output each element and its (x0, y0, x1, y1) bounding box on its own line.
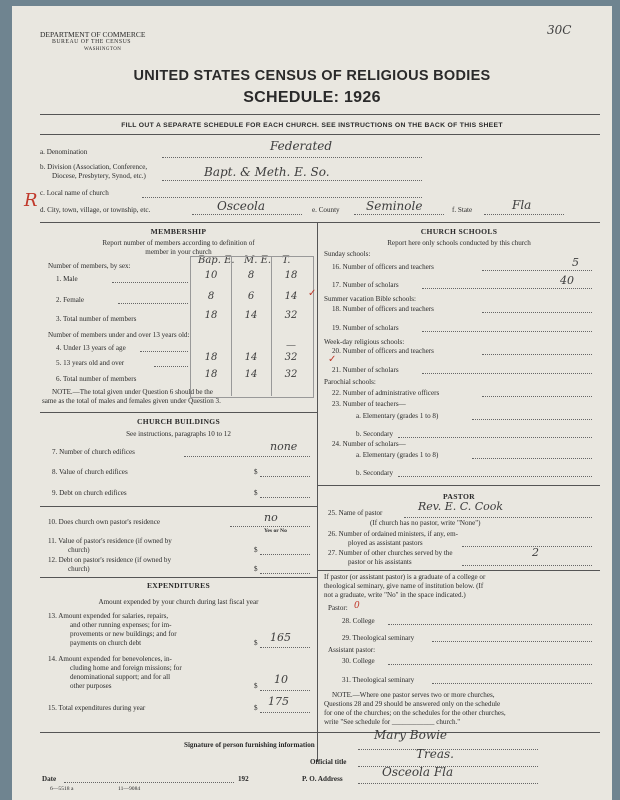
q14-value[interactable]: 10 (274, 673, 288, 686)
local-name-label: c. Local name of church (40, 189, 109, 197)
grad-text-2: theological seminary, give name of institution below. (If (324, 582, 484, 590)
row-female-label: 2. Female (56, 296, 84, 304)
division-label-2: Diocese, Presbytery, Synod, etc.) (52, 172, 146, 180)
state-value[interactable]: Fla (512, 198, 532, 212)
total2-me[interactable]: 14 (244, 369, 258, 380)
q23-secondary: b. Secondary (356, 430, 394, 438)
q15-value[interactable]: 175 (268, 695, 289, 708)
total2-bap[interactable]: 18 (204, 369, 218, 380)
q23-elementary: a. Elementary (grades 1 to 8) (356, 412, 439, 420)
age-label: Number of members under and over 13 years old: (48, 331, 190, 339)
grad-text-1: If pastor (or assistant pastor) is a graduate of a college or (324, 573, 486, 581)
q22-label: 22. Number of administrative officers (332, 389, 440, 397)
q24-elementary: a. Elementary (grades 1 to 8) (356, 451, 439, 459)
q25-value[interactable]: Rev. E. C. Cook (418, 500, 504, 513)
membership-intro-1: Report number of members according to definition of (102, 239, 255, 247)
total-bap[interactable]: 18 (204, 310, 218, 321)
q13-line-1: 13. Amount expended for salaries, repairs, (48, 612, 169, 620)
over13-me[interactable]: 14 (244, 352, 258, 363)
male-bap[interactable]: 10 (204, 270, 218, 281)
sunday-label: Sunday schools: (324, 250, 371, 258)
q13-line-3: provements or new buildings; and for (70, 630, 177, 638)
q12-label-2: church) (68, 565, 90, 573)
division-label-1: b. Division (Association, Conference, (40, 163, 148, 171)
q8-dollar: $ (254, 468, 258, 476)
q27-label-2: pastor or his assistants (348, 558, 412, 566)
form-instruction: FILL OUT A SEPARATE SCHEDULE FOR EACH CHURCH. SEE INSTRUCTIONS ON THE BACK OF THIS SHEET (121, 122, 503, 129)
row-male-label: 1. Male (56, 275, 78, 283)
denomination-label: a. Denomination (40, 148, 88, 156)
q15-dollar: $ (254, 704, 258, 712)
pastor-note-3: for one of the churches; on the schedules for the other churches, (324, 709, 506, 717)
q11-label-2: church) (68, 546, 90, 554)
q7-label: 7. Number of church edifices (52, 448, 135, 456)
q16-value[interactable]: 5 (572, 256, 579, 269)
row-total2-label: 6. Total number of members (56, 375, 137, 383)
state-label: f. State (452, 206, 473, 214)
row-under13-label: 4. Under 13 years of age (56, 344, 126, 352)
q13-line-2: and other running expenses; for im- (70, 621, 172, 629)
q9-label: 9. Debt on church edifices (52, 489, 127, 497)
assistant-label: Assistant pastor: (328, 646, 376, 654)
pastor-note-4: write "See schedule for ____________ church." (324, 718, 461, 726)
q12-dollar: $ (254, 565, 258, 573)
parochial-label: Parochial schools: (324, 378, 376, 386)
female-me[interactable]: 6 (247, 291, 255, 302)
q12-label-1: 12. Debt on pastor's residence (if owned by (48, 556, 172, 564)
male-total[interactable]: 18 (284, 270, 298, 281)
by-sex-label: Number of members, by sex: (48, 262, 131, 270)
expenditures-sub: Amount expended by your church during last fiscal year (98, 598, 259, 606)
schools-sub: Report here only schools conducted by this church (387, 239, 531, 247)
col-head-t: T. (282, 255, 291, 266)
q29-label: 29. Theological seminary (342, 634, 415, 642)
q18-label: 18. Number of officers and teachers (332, 305, 434, 313)
q26-label-1: 26. Number of ordained ministers, if any, em- (328, 530, 458, 538)
total-me[interactable]: 14 (244, 310, 258, 321)
official-title-label: Official title (310, 758, 347, 766)
yes-no-hint: Yes or No (264, 528, 287, 534)
col-head-bap: Bap. E. (198, 255, 235, 266)
division-value[interactable]: Bapt. & Meth. E. So. (204, 165, 330, 179)
q23-label: 23. Number of teachers— (332, 400, 406, 408)
q14-line-1: 14. Amount expended for benevolences, in- (48, 655, 172, 663)
date-year: 192 (238, 775, 249, 783)
red-r-mark: R (24, 190, 38, 211)
row-13over-label: 5. 13 years old and over (56, 359, 125, 367)
q11-label-1: 11. Value of pastor's residence (if owned by (48, 537, 172, 545)
weekday-label: Week-day religious schools: (324, 338, 405, 346)
q28-label: 28. College (342, 617, 375, 625)
signature-value[interactable]: Mary Bowie (374, 728, 448, 742)
denomination-value[interactable]: Federated (270, 139, 333, 153)
city-value[interactable]: Osceola (217, 199, 266, 213)
buildings-sub: See instructions, paragraphs 10 to 12 (126, 430, 231, 438)
male-me[interactable]: 8 (247, 270, 255, 281)
col-head-me: M. E. (244, 255, 272, 266)
red-check-mark-2: ✓ (328, 354, 337, 365)
q8-label: 8. Value of church edifices (52, 468, 128, 476)
q17-value[interactable]: 40 (560, 274, 574, 287)
q13-dollar: $ (254, 639, 258, 647)
row-total-label: 3. Total number of members (56, 315, 137, 323)
q25-label: 25. Name of pastor (328, 509, 383, 517)
q16-label: 16. Number of officers and teachers (332, 263, 434, 271)
form-title: UNITED STATES CENSUS OF RELIGIOUS BODIES (133, 68, 491, 84)
q24-secondary: b. Secondary (356, 469, 394, 477)
q30-label: 30. College (342, 657, 375, 665)
q13-value[interactable]: 165 (270, 631, 291, 644)
po-address-label: P. O. Address (302, 775, 343, 783)
q27-value[interactable]: 2 (532, 546, 539, 559)
q19-label: 19. Number of scholars (332, 324, 399, 332)
bureau-name: BUREAU OF THE CENSUS (52, 39, 131, 45)
q25-note: (If church has no pastor, write "None") (370, 519, 481, 527)
form-number: 6—5518 a (50, 786, 74, 792)
pastor-heading: PASTOR (443, 492, 475, 501)
q24-label: 24. Number of scholars— (332, 440, 406, 448)
q15-label: 15. Total expenditures during year (48, 704, 146, 712)
q31-label: 31. Theological seminary (342, 676, 415, 684)
city-label: d. City, town, village, or township, etc. (40, 206, 151, 214)
q10-value[interactable]: no (264, 511, 278, 524)
census-schedule-sheet (12, 6, 612, 800)
q13-line-4: payments on church debt (70, 639, 142, 647)
summer-label: Summer vacation Bible schools: (324, 295, 417, 303)
total2-t[interactable]: 32 (284, 369, 298, 380)
pastor-label: Pastor: (328, 604, 348, 612)
bureau-city: WASHINGTON (84, 47, 122, 52)
q11-dollar: $ (254, 546, 258, 554)
po-address-value[interactable]: Osceola Fla (382, 765, 454, 779)
expenditures-heading: EXPENDITURES (146, 581, 211, 590)
q14-dollar: $ (254, 682, 258, 690)
q27-label-1: 27. Number of other churches served by the (328, 549, 453, 557)
county-value[interactable]: Seminole (366, 199, 423, 213)
signature-label: Signature of person furnishing information (184, 741, 315, 749)
official-title-value[interactable]: Treas. (416, 747, 454, 761)
grad-text-3: not a graduate, write "No" in the space indicated.) (324, 591, 466, 599)
under13-dash: — (286, 340, 296, 350)
q10-label: 10. Does church own pastor's residence (48, 518, 160, 526)
female-bap[interactable]: 8 (207, 291, 215, 302)
total-t[interactable]: 32 (284, 310, 298, 321)
over13-total[interactable]: 32 (284, 352, 298, 363)
pastor-note-1: NOTE.—Where one pastor serves two or more churches, (332, 691, 495, 699)
q7-value[interactable]: none (270, 440, 298, 453)
county-label: e. County (312, 206, 340, 214)
membership-intro-2: member in your church (145, 248, 212, 256)
q20-label: 20. Number of officers and teachers (332, 347, 434, 355)
q14-line-2: cluding home and foreign missions; for (70, 664, 182, 672)
pastor-red-mark: 0 (354, 601, 360, 611)
q17-label: 17. Number of scholars (332, 281, 399, 289)
corner-note: 30C (547, 23, 572, 37)
over13-bap[interactable]: 18 (204, 352, 218, 363)
q9-dollar: $ (254, 489, 258, 497)
department-name: DEPARTMENT OF COMMERCE (40, 30, 146, 39)
membership-note-2: same as the total of males and females given under Question 3. (42, 397, 221, 405)
print-number: 11—9084 (118, 786, 141, 792)
schools-heading: CHURCH SCHOOLS (420, 227, 498, 236)
female-total[interactable]: 14 (284, 291, 298, 302)
form-subtitle: SCHEDULE: 1926 (243, 89, 381, 106)
red-check-mark: ✓ (308, 288, 317, 299)
date-label: Date (42, 775, 57, 783)
q26-label-2: ployed as assistant pastors (348, 539, 423, 547)
q14-line-3: denominational support; and for all (70, 673, 171, 681)
q14-line-4: other purposes (70, 682, 112, 690)
membership-note-1: NOTE.—The total given under Question 6 should be the (52, 388, 213, 396)
pastor-note-2: Questions 28 and 29 should be answered only on the schedule (324, 700, 501, 708)
buildings-heading: CHURCH BUILDINGS (136, 417, 221, 426)
membership-heading: MEMBERSHIP (150, 227, 207, 236)
q21-label: 21. Number of scholars (332, 366, 399, 374)
